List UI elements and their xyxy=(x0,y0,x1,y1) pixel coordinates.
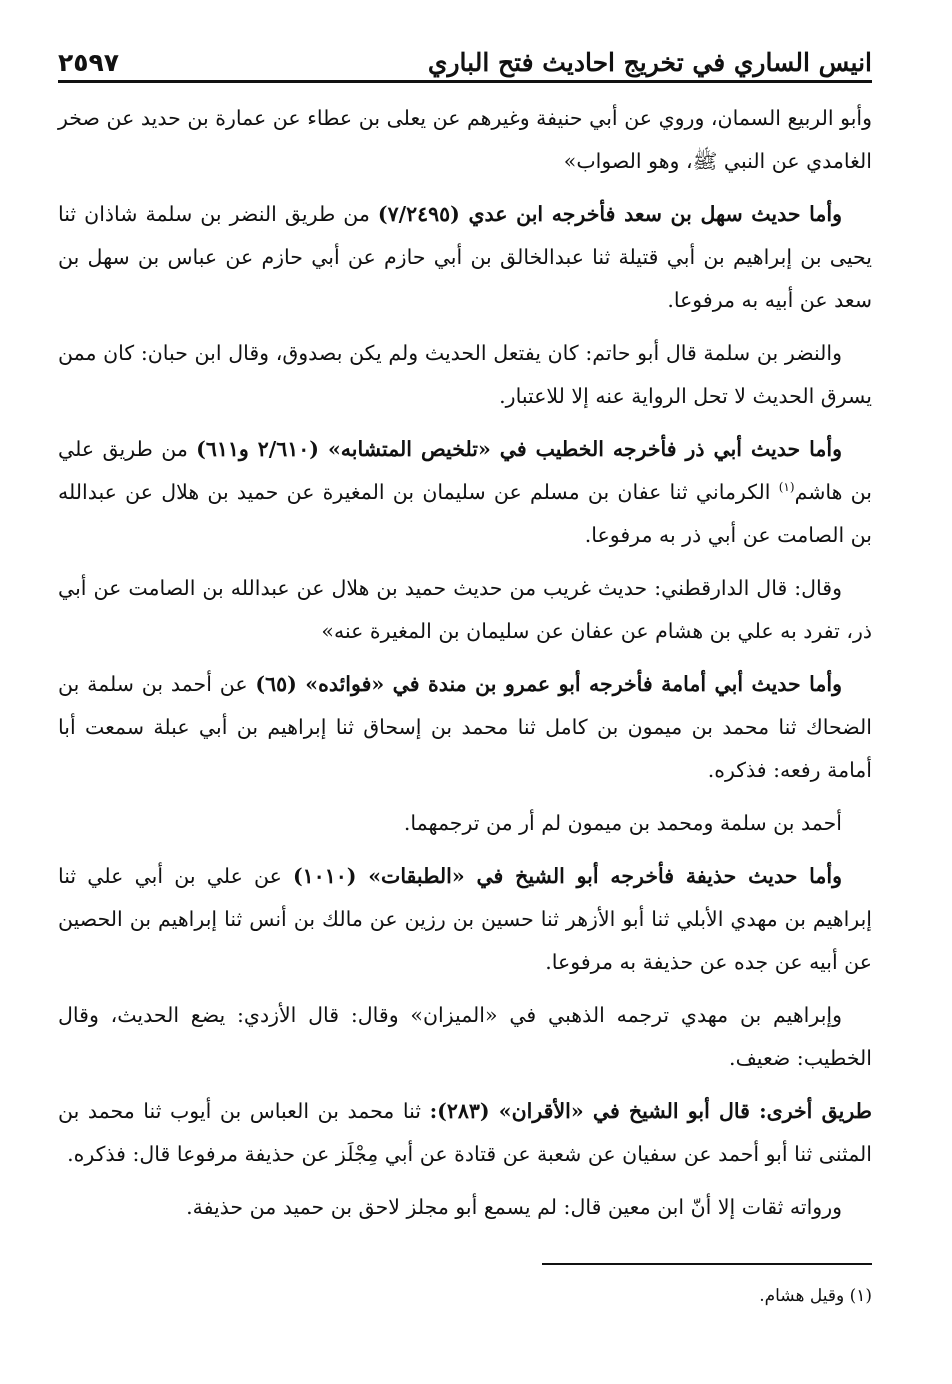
footnote-text: وقيل هشام. xyxy=(759,1286,845,1306)
paragraph-text: والنضر بن سلمة قال أبو حاتم: كان يفتعل الحديث ولم يكن بصدوق، وقال ابن حبان: كان ممن يسرق الحديث لا تحل الرواية عنه إلا للاعتبار. xyxy=(58,341,872,408)
footnote-separator xyxy=(542,1263,872,1265)
paragraph-10 xyxy=(58,1090,872,1176)
footnote xyxy=(58,1283,872,1309)
paragraph-8 xyxy=(58,855,872,984)
paragraph-4 xyxy=(58,428,872,557)
body-text xyxy=(58,97,872,1229)
paragraph-text: من طريق النضر بن سلمة شاذان ثنا يحيى بن إبراهيم بن أبي قتيلة ثنا عبدالخالق بن أبي حازم عن أبي حازم عن عباس بن سهل بن سعد عن أبيه به مرفوعا. xyxy=(58,202,872,312)
paragraph-3 xyxy=(58,332,872,418)
page-number: ٢٥٩٧ xyxy=(58,48,120,77)
paragraph-heading: وأما حديث حذيفة فأخرجه أبو الشيخ في «الطبقات» (١٠١٠) xyxy=(292,864,842,888)
page xyxy=(58,38,872,1309)
paragraph-2 xyxy=(58,193,872,322)
paragraph-heading: وأما حديث سهل بن سعد فأخرجه ابن عدي (٧/٢٤٩٥) xyxy=(377,202,842,226)
paragraph-heading: طريق أخرى: قال أبو الشيخ في «الأقران» (٢٨٣): xyxy=(429,1099,873,1123)
book-title: انيس الساري في تخريج احاديث فتح الباري xyxy=(427,48,872,77)
paragraph-text: من طريق علي بن هاشم xyxy=(58,437,872,504)
paragraph-5 xyxy=(58,567,872,653)
paragraph-text: وأبو الربيع السمان، وروي عن أبي حنيفة وغيرهم عن يعلى بن عطاء عن عمارة بن حديد عن صخر الغامدي عن النبي ﷺ، وهو الصواب» xyxy=(58,106,872,173)
paragraph-9 xyxy=(58,994,872,1080)
running-header xyxy=(58,38,872,83)
paragraph-7 xyxy=(58,802,872,845)
paragraph-heading: وأما حديث أبي ذر فأخرجه الخطيب في «تلخيص المتشابه» (٢/٦١٠ و٦١١) xyxy=(196,437,842,461)
paragraph-text: ورواته ثقات إلا أنّ ابن معين قال: لم يسمع أبو مجلز لاحق بن حميد من حذيفة. xyxy=(186,1195,842,1219)
paragraph-1 xyxy=(58,97,872,183)
paragraph-6 xyxy=(58,663,872,792)
paragraph-text: عن أحمد بن سلمة بن الضحاك ثنا محمد بن ميمون بن كامل ثنا محمد بن إسحاق ثنا إبراهيم بن أبي عبلة سمعت أبا أمامة رفعه: فذكره. xyxy=(58,672,872,782)
paragraph-11 xyxy=(58,1186,872,1229)
paragraph-text: أحمد بن سلمة ومحمد بن ميمون لم أر من ترجمهما. xyxy=(403,811,842,835)
paragraph-text: وإبراهيم بن مهدي ترجمه الذهبي في «الميزان» وقال: قال الأزدي: يضع الحديث، وقال الخطيب: ضعيف. xyxy=(58,1003,872,1070)
paragraph-text: وقال: قال الدارقطني: حديث غريب من حديث حميد بن هلال عن عبدالله بن الصامت عن أبي ذر، تفرد به علي بن هشام عن عفان عن سليمان بن المغيرة عنه» xyxy=(58,576,872,643)
paragraph-text: عن علي بن أبي علي ثنا إبراهيم بن مهدي الأبلي ثنا أبو الأزهر ثنا حسين بن رزين عن مالك بن أنس ثنا إبراهيم بن الحصين عن أبيه عن جده عن حذيفة به مرفوعا. xyxy=(58,864,872,974)
footnote-marker: (١) xyxy=(778,480,795,495)
paragraph-heading: وأما حديث أبي أمامة فأخرجه أبو عمرو بن مندة في «فوائده» (٦٥) xyxy=(255,672,842,696)
paragraph-text-cont: الكرماني ثنا عفان بن مسلم عن سليمان بن المغيرة عن حميد بن هلال عن عبدالله بن الصامت عن أبي ذر به مرفوعا. xyxy=(58,480,872,547)
footnote-number: (١) xyxy=(849,1286,872,1306)
paragraph-text: ثنا محمد بن العباس بن أيوب ثنا محمد بن المثنى ثنا أبو أحمد عن سفيان عن شعبة عن قتادة عن أبي مِجْلَز عن حذيفة مرفوعا قال: فذكره. xyxy=(58,1099,872,1166)
